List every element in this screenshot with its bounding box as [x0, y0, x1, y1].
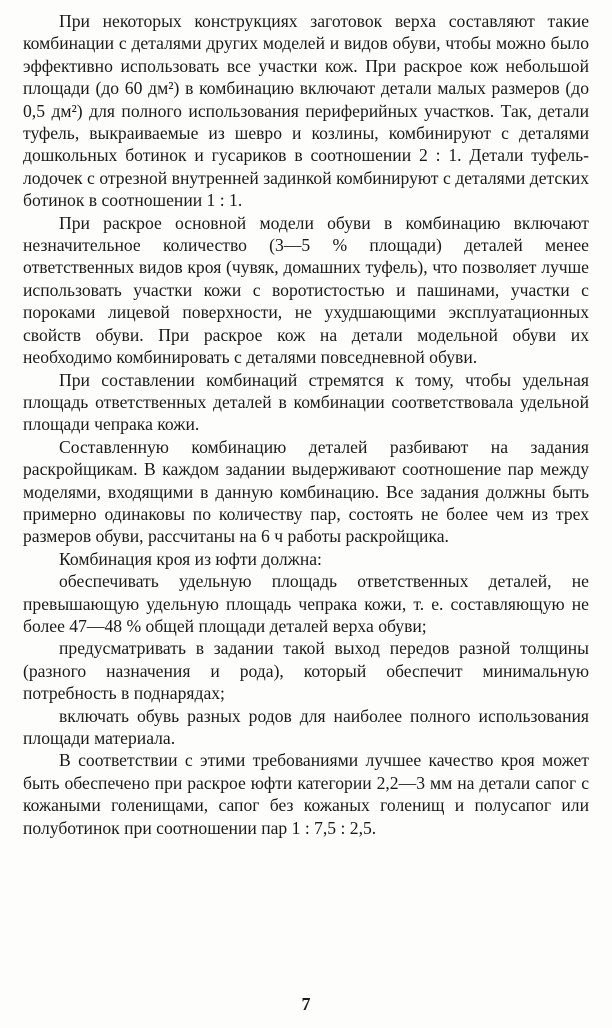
paragraph-main-model-cutting: При раскрое основной модели обуви в комбинацию включают незначительное количество (3—5 % площади) деталей менее ответственных видов кроя (чувяк, домашних туфель), что позволяет лучше использовать участки кожи с воротистостью и пашинами, участки с пороками лицевой поверхности, не ухудшающими эксплуатационных свойств обуви. При раскрое кож на детали модельной обуви их необходимо комбинировать с деталями повседневной обуви.	[23, 212, 589, 368]
paragraph-combinations-intro: При некоторых конструкциях заготовок верха составляют такие комбинации с деталями других моделей и видов обуви, чтобы можно было эффективно использовать все участки кож. При раскрое кож небольшой площади (до 60 дм²) в комбинацию включают детали малых размеров (до 0,5 дм²) для полного использования периферийных участков. Так, детали туфель, выкраиваемые из шевро и козлины, комбинируют с деталями дошкольных ботинок и гусариков в соотношении 2 : 1. Детали туфель-лодочек с отрезной внутренней задинкой комбинируют с деталями детских ботинок в соотношении 1 : 1.	[23, 11, 589, 211]
body-text	[23, 10, 589, 839]
paragraph-requirement-kinds: включать обувь разных родов для наиболее полного использования площади материала.	[23, 705, 589, 748]
paragraph-conclusion: В соответствии с этими требованиями лучшее качество кроя может быть обеспечено при раскрое юфти категории 2,2—3 мм на детали сапог с кожаными голенищами, сапог без кожаных голенищ и полусапог или полуботинок при соотношении пар 1 : 7,5 : 2,5.	[23, 750, 589, 838]
page-number: 7	[301, 994, 311, 1014]
paragraph-cutter-tasks: Составленную комбинацию деталей разбивают на задания раскройщикам. В каждом задании выдерживают соотношение пар между моделями, входящими в данную комбинацию. Все задания должны быть примерно одинаковы по количеству пар, состоять не более чем из трех размеров обуви, рассчитаны на 6 ч работы раскройщика.	[23, 436, 589, 547]
paragraph-requirement-area: обеспечивать удельную площадь ответственных деталей, не превышающую удельную площадь чепрака кожи, т. е. составляющую не более 47—48 % общей площади деталей верха обуви;	[23, 571, 589, 636]
paragraph-yuft-requirements-lead: Комбинация кроя из юфти должна:	[59, 548, 322, 569]
paragraph-specific-area: При составлении комбинаций стремятся к тому, чтобы удельная площадь ответственных деталей в комбинации соответствовала удельной площади чепрака кожи.	[23, 369, 589, 435]
paragraph-requirement-thickness: предусматривать в задании такой выход передов разной толщины (разного назначения и рода), который обеспечит минимальную потребность в поднарядах;	[23, 638, 589, 704]
